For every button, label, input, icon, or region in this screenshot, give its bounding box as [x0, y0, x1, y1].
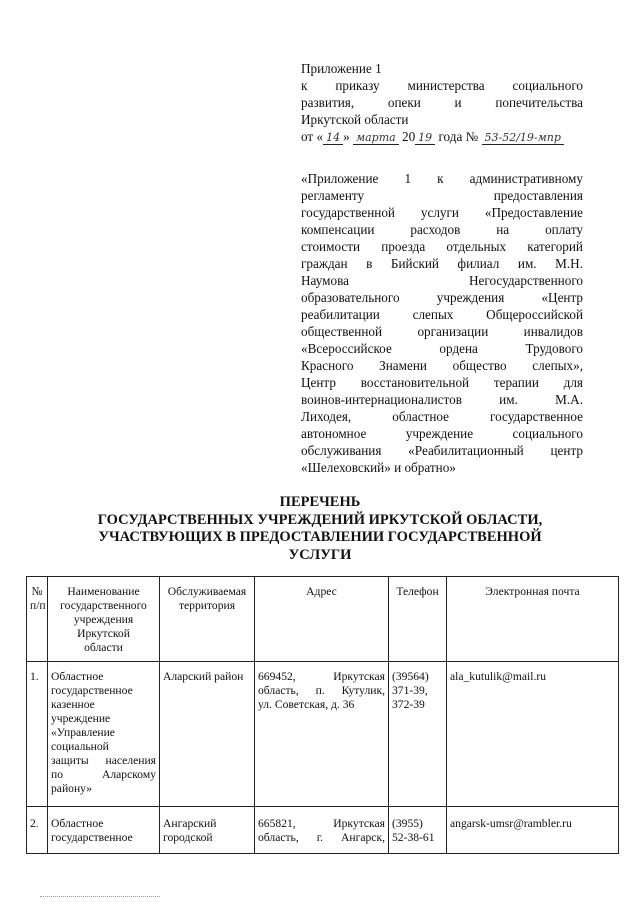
handwritten-year: 19	[415, 131, 435, 145]
quote-line: автономное учреждение социального	[301, 426, 583, 441]
table-row	[27, 662, 619, 807]
date-prefix: от «	[301, 129, 324, 144]
quote-line: обслуживания «Реабилитационный центр	[301, 443, 583, 458]
title-line: УСЛУГИ	[288, 546, 352, 563]
quote-line: стоимости проезда отдельных категорий	[301, 239, 583, 254]
row-address: 665821, Иркутская область, г. Ангарск,	[255, 807, 389, 854]
quote-line: Центр восстановительной терапии для	[301, 375, 583, 390]
quote-line: «Приложение 1 к административному	[301, 171, 583, 186]
quote-line: «Шелеховский» и обратно»	[301, 460, 456, 475]
date-year-prefix: 20	[401, 129, 416, 144]
row-phone: (39564) 371-39, 372-39	[389, 662, 447, 807]
row-name: Областное государственное	[48, 807, 160, 854]
quote-line: компенсации расходов на оплату	[301, 222, 583, 237]
row-num: 2.	[27, 807, 48, 854]
quote-line: «Всероссийское ордена Трудового	[301, 341, 583, 356]
institutions-table	[26, 576, 619, 854]
scan-artifact-line	[40, 896, 160, 901]
regulation-quote	[301, 170, 583, 476]
annex-date-line	[301, 128, 583, 145]
title-line: УЧАСТВУЮЩИХ В ПРЕДОСТАВЛЕНИИ ГОСУДАРСТВЕННОЙ	[98, 529, 542, 545]
row-phone: (3955) 52-38-61	[389, 807, 447, 854]
handwritten-day: 14	[323, 131, 343, 145]
table-row	[27, 807, 619, 854]
row-territory: Ангарский городской	[160, 807, 255, 854]
date-suffix: года №	[438, 129, 479, 144]
quote-line: образовательного учреждения «Центр	[301, 290, 583, 305]
header-address: Адрес	[255, 577, 389, 662]
quote-line: граждан в Бийский филиал им. М.Н.	[301, 256, 583, 271]
row-num: 1.	[27, 662, 48, 807]
quote-line: реабилитации слепых Общероссийской	[301, 307, 583, 322]
row-email: ala_kutulik@mail.ru	[447, 662, 619, 807]
date-mid: »	[343, 129, 350, 144]
header-territory: Обслуживаемая территория	[160, 577, 255, 662]
quote-line: Наумова Негосударственного	[301, 273, 583, 288]
row-name: Областное государственное казенное учреждение «Управление социальной защиты населения по Аларскому району»	[48, 662, 160, 807]
title-line: ПЕРЕЧЕНЬ	[279, 494, 361, 510]
header-phone: Телефон	[389, 577, 447, 662]
quote-line: государственной услуги «Предоставление	[301, 205, 583, 220]
quote-line: воинов-интернационалистов им. М.А.	[301, 392, 583, 407]
quote-line: Красного Знамени общество слепых»,	[301, 358, 583, 373]
table-header-row	[27, 577, 619, 662]
quote-line: общественной организации инвалидов	[301, 324, 583, 339]
annex-line: к приказу министерства социального	[301, 78, 583, 93]
title-line: ГОСУДАРСТВЕННЫХ УЧРЕЖДЕНИЙ ИРКУТСКОЙ ОБЛАСТИ,	[97, 511, 543, 528]
quote-line: Лиходея, областное государственное	[301, 409, 583, 424]
header-email: Электронная почта	[447, 577, 619, 662]
row-territory: Аларский район	[160, 662, 255, 807]
header-name: Наименование государственного учреждения Иркутской области	[48, 577, 160, 662]
handwritten-order-number: 53-52/19-мпр	[482, 131, 564, 145]
row-email: angarsk-umsr@rambler.ru	[447, 807, 619, 854]
quote-line: регламенту предоставления	[301, 188, 583, 203]
header-num: № п/п	[27, 577, 48, 662]
annex-block	[301, 60, 583, 145]
handwritten-month: марта	[353, 131, 399, 145]
annex-title: Приложение 1	[301, 61, 382, 76]
row-address: 669452, Иркутская область, п. Кутулик, ул. Советская, д. 36	[255, 662, 389, 807]
annex-line: Иркутской области	[301, 112, 409, 127]
annex-line: развития, опеки и попечительства	[301, 95, 583, 110]
document-title	[60, 494, 580, 564]
